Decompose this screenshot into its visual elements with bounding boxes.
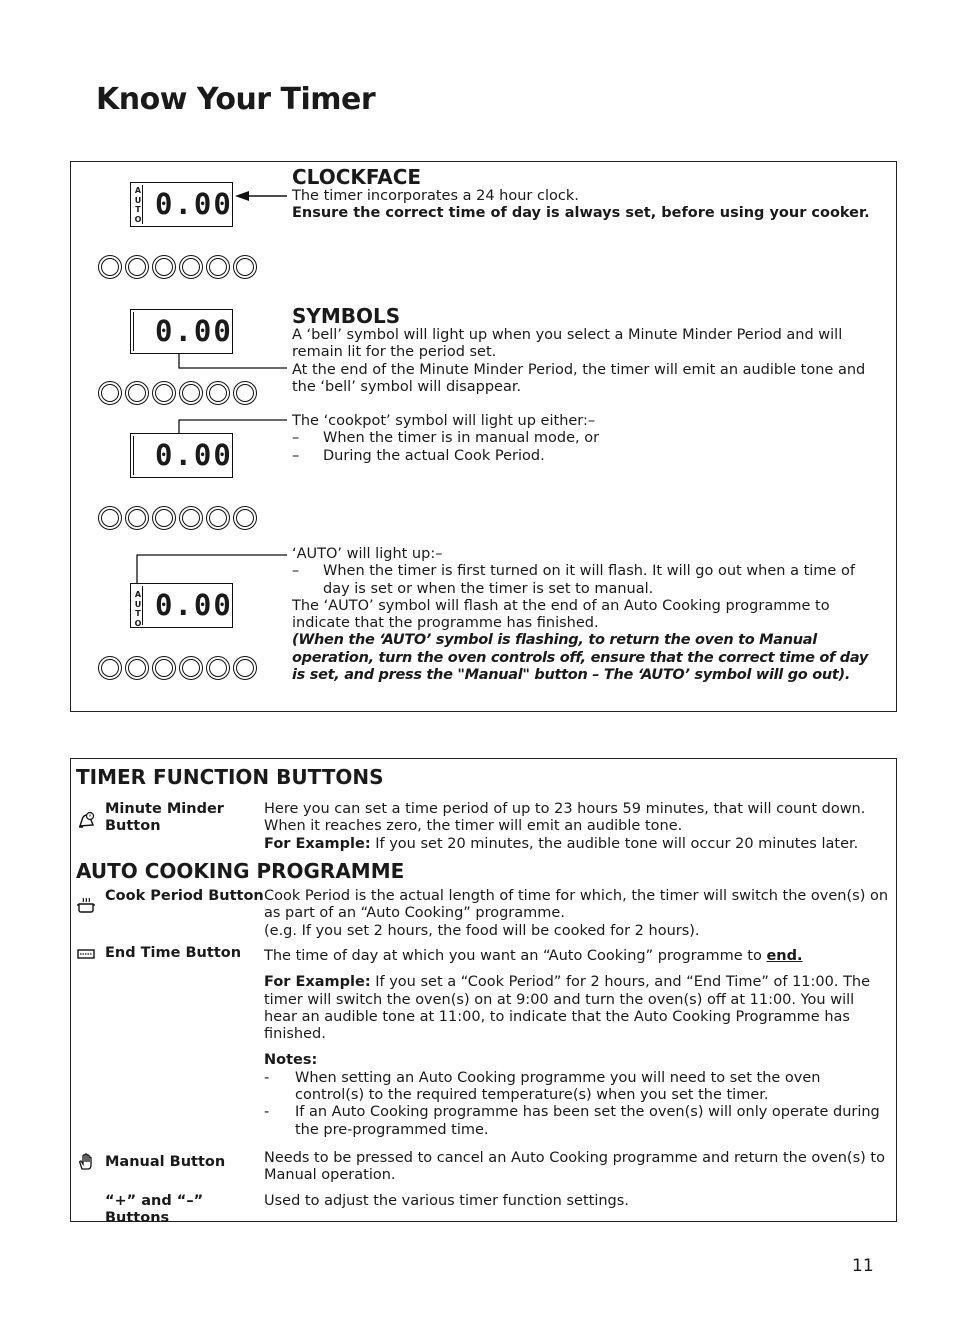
auto-intro: ‘AUTO’ will light up:– [292,546,443,562]
note-item: - If an Auto Cooking programme has been set the oven(s) will only operate during the pre-programmed time. [264,1104,880,1138]
timer-button[interactable] [152,656,176,680]
timer-button[interactable] [125,656,149,680]
timer-button[interactable] [233,381,257,405]
minute-minder-label: Minute Minder Button [105,801,224,835]
timer-button[interactable] [98,255,122,279]
display-digits: 0.00 [155,588,233,622]
plus-minus-text: Used to adjust the various timer function settings. [264,1193,629,1209]
timer-functions-panel [70,758,897,1227]
auto-flash-text: The ‘AUTO’ symbol will flash at the end of an Auto Cooking programme to indicate that the programme has finished. [292,597,830,632]
manual-text: Needs to be pressed to cancel an Auto Cooking programme and return the oven(s) to Manual operation. [264,1150,885,1184]
timer-display-auto [130,182,233,227]
timer-buttons-row [98,255,263,279]
note-item: - When setting an Auto Cooking programme you will need to set the oven control(s) to the required temperature(s) when you set the timer. [264,1069,821,1104]
minute-minder-text: Here you can set a time period of up to 23 hours 59 minutes, that will count down. When it reaches zero, the timer will emit an audible tone. For Example: If you set 20 minutes, the audible tone will occur 20 minutes later. [264,801,866,852]
timer-button[interactable] [179,506,203,530]
timer-button[interactable] [206,656,230,680]
timer-button[interactable] [125,506,149,530]
timer-button[interactable] [125,381,149,405]
timer-button[interactable] [98,506,122,530]
timer-button[interactable] [179,255,203,279]
timer-button[interactable] [206,381,230,405]
timer-button[interactable] [152,255,176,279]
timer-button[interactable] [233,255,257,279]
timer-button[interactable] [233,506,257,530]
timer-button[interactable] [179,381,203,405]
cook-period-text: Cook Period is the actual length of time for which, the timer will switch the oven(s) on as part of an “Auto Cooking” programme. (e.g. If you set 2 hours, the food will be cooked for 2 hours). [264,888,889,939]
page-title: Know Your Timer [96,82,376,117]
cookpot-item: – When the timer is in manual mode, or [292,430,600,447]
auto-warning: (When the ‘AUTO’ symbol is flashing, to return the oven to Manual operation, turn the oven controls off, ensure that the correct time of day is set, and press the "Manual" button – The ‘AUTO’ symbol will go out). [292,632,869,684]
timer-buttons-row [98,381,263,405]
display-digits: 0.00 [155,314,233,348]
timer-display-cookpot [130,433,233,478]
timer-display-bell [130,309,233,354]
manual-label: Manual Button [105,1154,226,1170]
end-time-icon [76,944,96,964]
symbols-heading: SYMBOLS [292,304,401,328]
cookpot-icon [76,895,96,915]
timer-button[interactable] [125,255,149,279]
bell-symbol-text: A ‘bell’ symbol will light up when you select a Minute Minder Period and will remain lit for the period set. [292,327,843,361]
timer-functions-heading: TIMER FUNCTION BUTTONS [76,765,384,789]
clockface-symbols-panel [70,161,897,712]
auto-cooking-heading: AUTO COOKING PROGRAMME [76,859,405,883]
end-time-text: The time of day at which you want an “Auto Cooking” programme to end. For Example: If you set a “Cook Period” for 2 hours, and “End Time” of 11:00. The timer will switch the oven(s) on at 9:00 and turn the oven(s) off at 11:00. You will hear an audible tone at 11:00, to indicate that the Auto Cooking Programme has finished. Notes: - When setting an Auto Cooking programme you will need to set the oven control(s) to the required temperature(s) when you set the timer. - If an Auto Cooking programme has been set the oven(s) will only operate during the pre-programmed time. [264,948,890,1139]
hand-icon [76,1152,96,1172]
timer-buttons-row [98,506,263,530]
auto-symbol: A U T O [134,590,142,628]
timer-buttons-row [98,656,263,680]
display-digits: 0.00 [155,438,233,472]
timer-button[interactable] [233,656,257,680]
timer-button[interactable] [206,255,230,279]
bell-end-text: At the end of the Minute Minder Period, the timer will emit an audible tone and the ‘bell’ symbol will disappear. [292,361,866,395]
timer-button[interactable] [152,381,176,405]
cook-period-label: Cook Period Button [105,888,264,904]
clockface-heading: CLOCKFACE [292,165,422,189]
display-digits: 0.00 [155,187,233,221]
timer-button[interactable] [98,381,122,405]
bell-icon [76,810,96,830]
timer-button[interactable] [206,506,230,530]
clockface-text: The timer incorporates a 24 hour clock. [292,188,579,204]
timer-display-auto-flash [130,583,233,628]
timer-button[interactable] [98,656,122,680]
end-time-label: End Time Button [105,945,242,961]
cookpot-intro: The ‘cookpot’ symbol will light up either:– [292,413,596,429]
plus-minus-label: “+” and “–” Buttons [105,1193,204,1227]
timer-button[interactable] [152,506,176,530]
page-number: 11 [852,1256,874,1276]
auto-symbol: A U T O [134,186,142,224]
timer-button[interactable] [179,656,203,680]
auto-item: – When the timer is first turned on it will flash. It will go out when a time of day is set or when the timer is set to manual. [292,563,855,597]
cookpot-item: – During the actual Cook Period. [292,447,545,464]
clockface-warning: Ensure the correct time of day is always set, before using your cooker. [292,205,870,222]
